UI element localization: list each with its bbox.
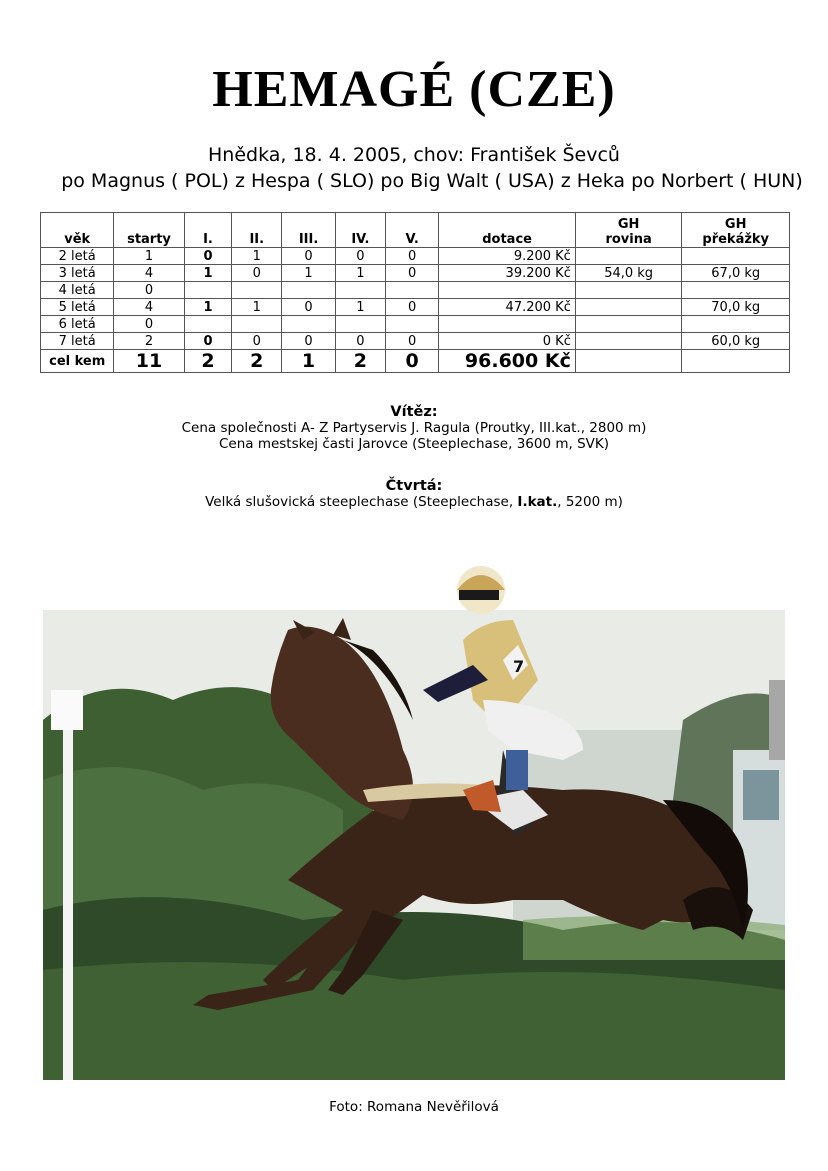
cell-dotace [439,282,575,299]
cell-vek: 2 letá [41,248,114,265]
cell-second [232,282,282,299]
table-header-row [41,213,790,248]
cell-starty: 0 [114,316,184,333]
cell-gh-rovina: 54,0 kg [575,265,682,282]
cell-vek: 3 letá [41,265,114,282]
table-row [41,248,790,265]
cell-first [184,282,232,299]
cell-first: 1 [184,299,232,316]
cell-starty: 4 [114,299,184,316]
cell-fifth [385,282,439,299]
cell-vek: 7 letá [41,333,114,350]
cell-gh-prekazky: 70,0 kg [682,299,790,316]
cell-second: 0 [232,333,282,350]
photo-caption: Foto: Romana Nevěřilová [329,1099,499,1115]
header-vek: věk [41,213,114,248]
race-photo [43,550,785,1080]
table-row [41,333,790,350]
header-fourth: IV. [335,213,385,248]
cell-first: 0 [184,333,232,350]
race-stats-table [40,212,790,373]
fourth-race-category: I.kat. [517,494,558,510]
cell-fifth: 0 [385,333,439,350]
fourth-race-text: Velká slušovická steeplechase (Steeplechase, [205,494,518,510]
cell-third [282,282,336,299]
cell-fourth [335,282,385,299]
cell-fourth: 0 [335,333,385,350]
header-gh-prekazky [682,213,790,248]
cell-vek: 6 letá [41,316,114,333]
page-title: HEMAGÉ (CZE) [212,61,616,118]
cell-fourth [335,316,385,333]
cell-vek: 5 letá [41,299,114,316]
pedigree-line: po Magnus ( POL) z Hespa ( SLO) po Big Walt ( USA) z Heka po Norbert ( HUN) [61,170,803,192]
cell-third [282,316,336,333]
cell-gh-prekazky: 67,0 kg [682,265,790,282]
cell-gh-prekazky [682,282,790,299]
table-row [41,265,790,282]
cell-gh-rovina [575,248,682,265]
total-fifth: 0 [385,350,439,373]
cell-third: 0 [282,299,336,316]
table-row [41,299,790,316]
cell-dotace: 39.200 Kč [439,265,575,282]
table-total-row [41,350,790,373]
cell-second: 1 [232,299,282,316]
cell-fifth: 0 [385,248,439,265]
cell-fifth [385,316,439,333]
total-gh-prekazky [682,350,790,373]
total-dotace: 96.600 Kč [439,350,575,373]
total-gh-rovina [575,350,682,373]
header-gh-prekazky-line2: překážky [702,232,770,247]
cell-vek: 4 letá [41,282,114,299]
table-row [41,282,790,299]
header-gh-rovina-line2: rovina [605,232,652,247]
cell-gh-prekazky: 60,0 kg [682,333,790,350]
total-fourth: 2 [335,350,385,373]
cell-third: 0 [282,333,336,350]
cell-first: 1 [184,265,232,282]
cell-gh-prekazky [682,316,790,333]
winner-race-2: Cena mestskej časti Jarovce (Steeplechase, 3600 m, SVK) [218,436,610,452]
header-first: I. [184,213,232,248]
horse-origin-line: Hnědka, 18. 4. 2005, chov: František Ševců [208,144,620,166]
cell-second: 1 [232,248,282,265]
total-second: 2 [232,350,282,373]
cell-gh-rovina [575,282,682,299]
cell-gh-prekazky [682,248,790,265]
cell-gh-rovina [575,333,682,350]
header-starty: starty [114,213,184,248]
winner-race-1: Cena společnosti A- Z Partyservis J. Ragula (Proutky, III.kat., 2800 m) [181,420,647,436]
cell-fifth: 0 [385,299,439,316]
cell-fifth: 0 [385,265,439,282]
cell-starty: 2 [114,333,184,350]
cell-dotace: 0 Kč [439,333,575,350]
cell-third: 1 [282,265,336,282]
fourth-race [0,494,828,510]
total-starty: 11 [114,350,184,373]
table-row [41,316,790,333]
steeplechase-photo-illustration [43,550,785,1080]
cell-gh-rovina [575,316,682,333]
total-label: cel kem [41,350,114,373]
fourth-race-distance: , 5200 m) [557,494,623,510]
jockey-number: 7 [513,657,525,676]
header-gh-prekazky-line1: GH [724,217,747,232]
header-second: II. [232,213,282,248]
header-gh-rovina-line1: GH [617,217,640,232]
header-dotace: dotace [439,213,575,248]
cell-dotace: 47.200 Kč [439,299,575,316]
total-first: 2 [184,350,232,373]
cell-dotace [439,316,575,333]
cell-dotace: 9.200 Kč [439,248,575,265]
cell-second [232,316,282,333]
cell-gh-rovina [575,299,682,316]
cell-starty: 1 [114,248,184,265]
cell-starty: 0 [114,282,184,299]
cell-starty: 4 [114,265,184,282]
fourth-place-section [0,478,828,510]
cell-first [184,316,232,333]
cell-fourth: 0 [335,248,385,265]
total-third: 1 [282,350,336,373]
header-third: III. [282,213,336,248]
cell-fourth: 1 [335,265,385,282]
winner-heading: Vítěz: [390,404,438,420]
fourth-heading: Čtvrtá: [385,478,443,494]
header-fifth: V. [385,213,439,248]
cell-first: 0 [184,248,232,265]
header-gh-rovina [575,213,682,248]
cell-second: 0 [232,265,282,282]
cell-fourth: 1 [335,299,385,316]
winner-section [0,404,828,452]
cell-third: 0 [282,248,336,265]
